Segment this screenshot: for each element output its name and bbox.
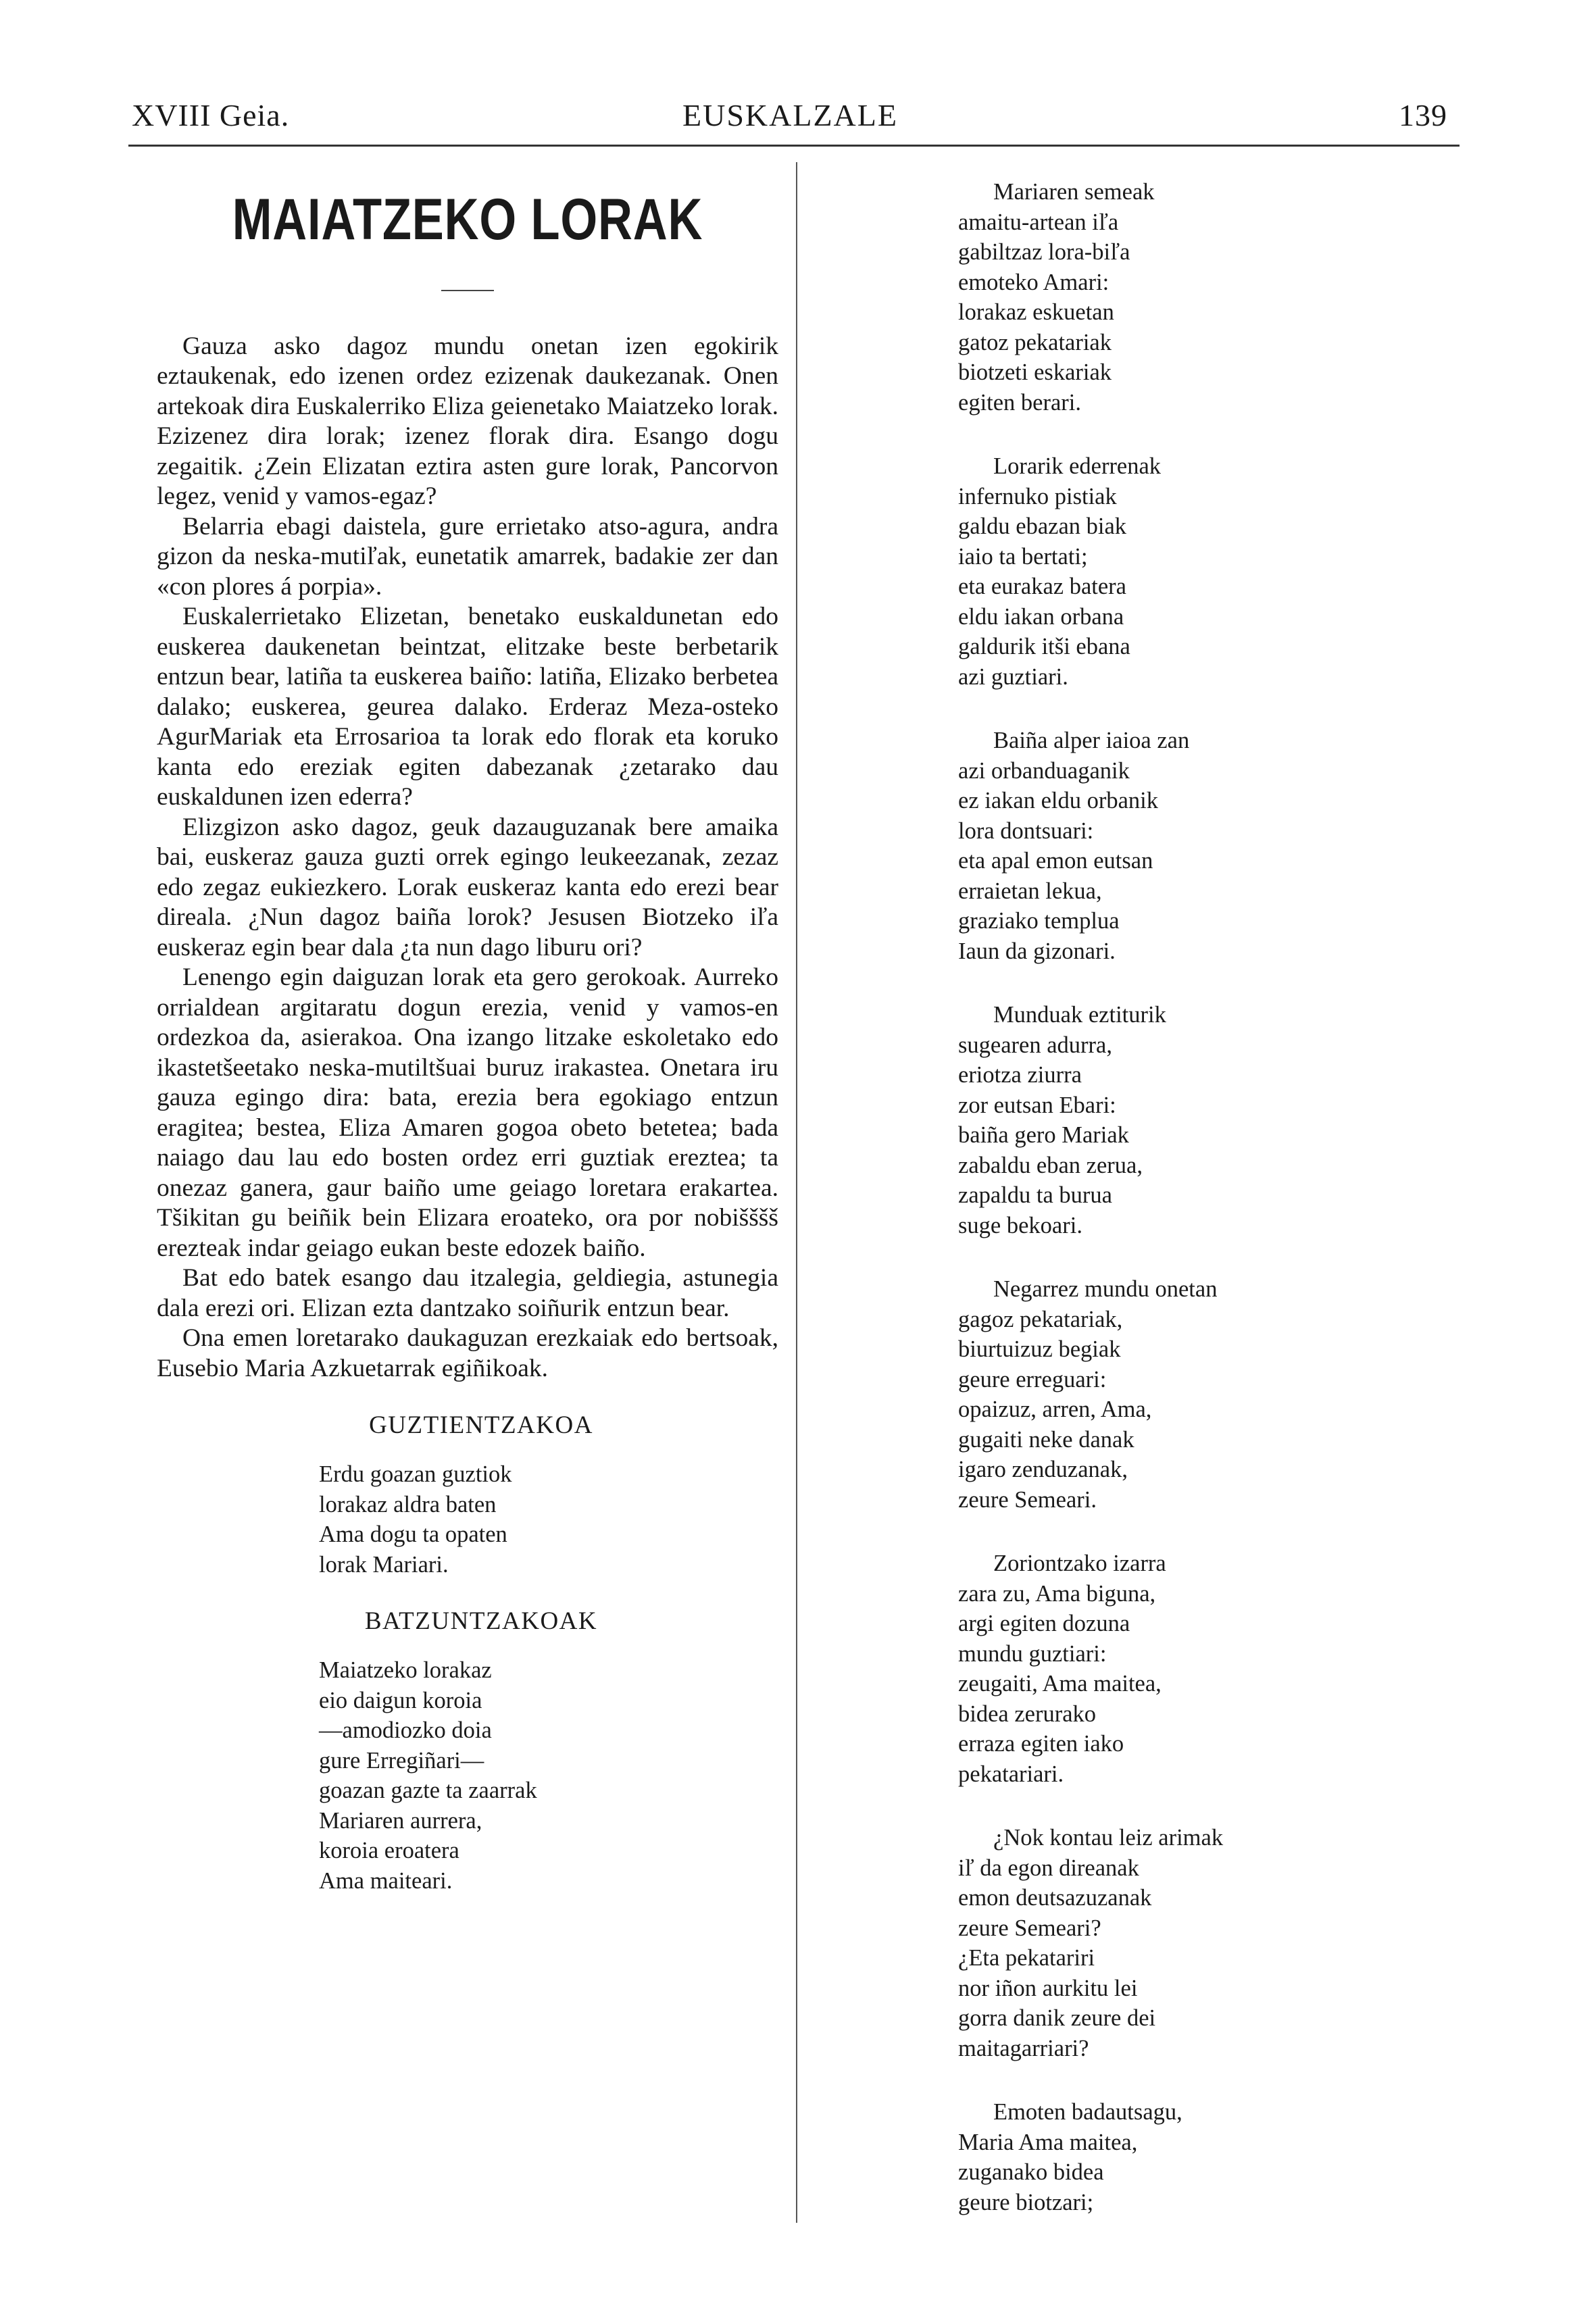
stanza-line: Zoriontzako izarra xyxy=(993,1551,1166,1576)
verse-block xyxy=(319,1655,778,1896)
stanza xyxy=(958,1000,1310,1240)
stanza-line: Mariaren semeak xyxy=(993,179,1155,205)
verse-line: eio daigun koroia xyxy=(319,1687,482,1713)
stanza-line: gugaiti neke danak xyxy=(958,1426,1134,1453)
stanza-line: lorakaz eskuetan xyxy=(958,299,1114,325)
stanza-line: eta eurakaz batera xyxy=(958,574,1126,599)
stanza-line: geure biotzari; xyxy=(958,2189,1094,2215)
stanza xyxy=(958,177,1310,418)
stanza xyxy=(958,1823,1310,2063)
verse-line: koroia eroatera xyxy=(319,1838,459,1864)
verse-line: —amodiozko doia xyxy=(319,1717,492,1744)
page-number: 139 xyxy=(1399,98,1447,132)
verse-line: Erdu goazan guztiok xyxy=(319,1461,512,1488)
stanza xyxy=(958,451,1310,692)
stanza-line: gatoz pekatariak xyxy=(958,329,1112,355)
stanza-line: Iaun da gizonari. xyxy=(958,938,1116,964)
stanza-line: eta apal emon eutsan xyxy=(958,848,1153,874)
header-rule xyxy=(128,145,1460,147)
paragraph: Belarria ebagi daistela, gure errietako atso-agura, andra gizon da neska-mutiľak, eunetatik amarrek, badakie zer dan «con plores á porpia». xyxy=(157,512,778,601)
stanza-line: Maria Ama maitea, xyxy=(958,2129,1138,2155)
verse-line: lorakaz aldra baten xyxy=(319,1491,497,1517)
paragraph: Elizgizon asko dagoz, geuk dazauguzanak bere amaika bai, euskeraz gauza guzti orrek egingo leukeezanak, zezaz edo zegaz eukiezkero. Lorak euskeraz kanta edo erezi bear direala. ¿Nun dagoz baiña lorok? Jesusen Biotzeko iľa euskeraz egin bear dala ¿ta nun dago liburu ori? xyxy=(157,813,778,961)
stanza-line: erraza egiten iako xyxy=(958,1731,1124,1757)
paragraph: Ona emen loretarako daukaguzan erezkaiak edo bertsoak, Eusebio Maria Azkuetarrak egiñikoak. xyxy=(157,1324,778,1382)
paragraph: Euskalerrietako Elizetan, benetako euskaldunetan edo euskerea daukenetan beintzat, elitzake beste berbetarik entzun bear, latiña ta euskerea baiño: latiña, Elizako berbetea dalako; euskerea, geurea dalako. Erderaz Meza-osteko AgurMariak eta Errosarioa ta lorak edo florak eta koruko kanta edo ereziak egiten dabezanak ¿zetarako dau euskaldunen izen ederra? xyxy=(157,603,778,811)
stanza-line: galdurik itši ebana xyxy=(958,634,1130,659)
paragraph: Lenengo egin daiguzan lorak eta gero gerokoak. Aurreko orrialdean argitaratu dogun erezia, venid y vamos-en ordezkoa da, asierakoa. Ona izango litzake eskoletako edo ikastetšeetako neska-mutiltšuai buruz irakastea. Onetara iru gauza egingo dira: bata, erezia bera egokiago entzun eragitea; bestea, Eliza Amaren gogoa obeto betetea; bada naiago dau lau edo bosten ordez erri guztiak ereztea; ta onezaz ganera, gaur baiño ume geiago loretara erakartea. Tšikitan gu beiñik bein Elizara eroateko, ora por nobišššš erezteak indar geiago eukan beste edozek baiño. xyxy=(157,963,778,1262)
stanza-line: Lorarik ederrenak xyxy=(993,453,1162,479)
stanza-line: erraietan lekua, xyxy=(958,878,1102,904)
stanza-line: amaitu-artean iľa xyxy=(958,209,1119,235)
stanza-line: bidea zerurako xyxy=(958,1701,1097,1727)
verse-line: Maiatzeko lorakaz xyxy=(319,1657,492,1684)
left-column xyxy=(157,182,778,1896)
stanza-line: lora dontsuari: xyxy=(958,818,1094,844)
stanza-line: sugearen adurra, xyxy=(958,1032,1112,1058)
article-title: MAIATZEKO LORAK xyxy=(232,187,703,252)
stanza-line: gagoz pekatariak, xyxy=(958,1306,1123,1332)
stanza-line: Munduak eztiturik xyxy=(993,1002,1166,1028)
verse-line: gure Erregiñari— xyxy=(319,1747,484,1774)
stanza-line: ¿Eta pekatariri xyxy=(958,1945,1095,1971)
verse-line: lorak Mariari. xyxy=(319,1551,449,1578)
stanza-line: biotzeti eskariak xyxy=(958,359,1112,385)
stanza-line: iaio ta bertati; xyxy=(958,543,1088,570)
verse-line: Mariaren aurrera, xyxy=(319,1807,482,1834)
verse-line: Ama dogu ta opaten xyxy=(319,1521,507,1548)
stanza-line: eldu iakan orbana xyxy=(958,603,1124,630)
stanza-line: baiña gero Mariak xyxy=(958,1122,1129,1148)
stanza-line: azi orbanduaganik xyxy=(958,757,1130,784)
section-heading: BATZUNTZAKOAK xyxy=(364,1607,598,1636)
stanza-line: Baiña alper iaioa zan xyxy=(993,728,1190,753)
stanza-line: Emoten badautsagu, xyxy=(993,2099,1182,2125)
stanza-line: zapaldu ta burua xyxy=(958,1182,1112,1208)
stanza-line: mundu guztiari: xyxy=(958,1640,1107,1667)
stanza-line: zeugaiti, Ama maitea, xyxy=(958,1671,1162,1696)
stanza-line: igaro zenduzanak, xyxy=(958,1457,1128,1482)
stanza xyxy=(958,726,1310,966)
column-rule xyxy=(796,162,797,2223)
stanza-line: argi egiten dozuna xyxy=(958,1611,1130,1636)
stanza-line: zabaldu eban zerua, xyxy=(958,1152,1143,1178)
article-body xyxy=(157,332,778,1384)
stanza-line: emon deutsazuzanak xyxy=(958,1885,1152,1911)
stanza-line: infernuko pistiak xyxy=(958,483,1117,509)
section-heading: GUZTIENTZAKOA xyxy=(369,1411,593,1440)
stanza xyxy=(958,1274,1310,1515)
title-rule xyxy=(441,290,494,291)
stanza-line: suge bekoari. xyxy=(958,1212,1082,1238)
stanza-line: ¿Nok kontau leiz arimak xyxy=(993,1825,1224,1851)
stanza-line: zor eutsan Ebari: xyxy=(958,1092,1116,1118)
paragraph: Gauza asko dagoz mundu onetan izen egokirik eztaukenak, edo izenen ordez ezizenak daukezanak. Onen artekoak dira Euskalerriko Eliza geienetako Maiatzeko lorak. Ezizenez dira lorak; izenez florak dira. Esango dogu zegaitik. ¿Zein Elizatan eztira asten gure lorak, Pancorvon legez, venid y vamos-egaz? xyxy=(157,332,778,511)
right-column-poem xyxy=(958,177,1310,2251)
stanza-line: eriotza ziurra xyxy=(958,1062,1082,1088)
stanza xyxy=(958,1549,1310,1789)
running-header-journal: EUSKALZALE xyxy=(682,98,898,132)
stanza-line: azi guztiari. xyxy=(958,663,1068,690)
stanza-line: zeure Semeari? xyxy=(958,1915,1101,1941)
stanza-line: iľ da egon direanak xyxy=(958,1855,1139,1881)
stanza-line: emoteko Amari: xyxy=(958,269,1109,295)
paragraph: Bat edo batek esango dau itzalegia, geldiegia, astunegia dala erezi ori. Elizan ezta dantzako soiñurik entzun bear. xyxy=(157,1264,778,1322)
stanza xyxy=(958,2097,1310,2217)
stanza-line: zeure Semeari. xyxy=(958,1486,1097,1513)
stanza-line: geure erreguari: xyxy=(958,1366,1107,1392)
stanza-line: zara zu, Ama biguna, xyxy=(958,1580,1156,1607)
stanza-line: egiten berari. xyxy=(958,389,1081,416)
stanza-line: biurtuizuz begiak xyxy=(958,1336,1121,1362)
stanza-line: galdu ebazan biak xyxy=(958,513,1127,539)
stanza-line: maitagarriari? xyxy=(958,2035,1089,2061)
verse-block xyxy=(319,1459,778,1580)
stanza-line: nor iñon aurkitu lei xyxy=(958,1975,1138,2001)
stanza-line: Negarrez mundu onetan xyxy=(993,1276,1218,1302)
stanza-line: ez iakan eldu orbanik xyxy=(958,788,1158,813)
verse-sections xyxy=(157,1411,778,1896)
stanza-line: opaizuz, arren, Ama, xyxy=(958,1397,1152,1422)
stanza-line: zuganako bidea xyxy=(958,2159,1104,2185)
stanza-line: pekatariari. xyxy=(958,1761,1064,1787)
running-header-volume: XVIII Geia. xyxy=(132,98,290,132)
stanza-line: gorra danik zeure dei xyxy=(958,2005,1156,2031)
stanza-line: gabiltzaz lora-biľa xyxy=(958,239,1130,265)
verse-line: Ama maiteari. xyxy=(319,1867,453,1894)
verse-line: goazan gazte ta zaarrak xyxy=(319,1778,537,1804)
stanza-line: graziako templua xyxy=(958,908,1120,934)
